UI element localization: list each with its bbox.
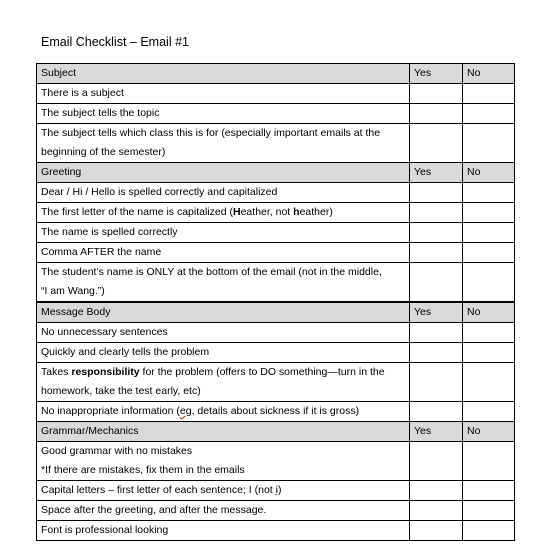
- no-column-label: No: [463, 163, 515, 183]
- criterion-text: The first letter of the name is capitalized (Heather, not heather): [37, 203, 410, 223]
- section-header-subject: [37, 64, 515, 84]
- checklist-row: [37, 84, 515, 104]
- checklist-row: [37, 501, 515, 521]
- criterion-text: Comma AFTER the name: [37, 243, 410, 263]
- yes-checkbox-cell[interactable]: [410, 183, 463, 203]
- criterion-text: There is a subject: [37, 84, 410, 104]
- criterion-text: Space after the greeting, and after the message.: [37, 501, 410, 521]
- checklist-row: [37, 481, 515, 501]
- no-checkbox-cell[interactable]: [463, 442, 515, 481]
- yes-checkbox-cell[interactable]: [410, 323, 463, 343]
- checklist-row: [37, 104, 515, 124]
- yes-column-label: Yes: [410, 302, 463, 323]
- checklist-row: [37, 402, 515, 422]
- criterion-text: No inappropriate information (eg, details about sickness if it is gross): [37, 402, 410, 422]
- section-title: Grammar/Mechanics: [37, 422, 410, 442]
- no-checkbox-cell[interactable]: [463, 521, 515, 541]
- section-header-grammar-mechanics: [37, 422, 515, 442]
- no-checkbox-cell[interactable]: [463, 481, 515, 501]
- yes-checkbox-cell[interactable]: [410, 402, 463, 422]
- yes-checkbox-cell[interactable]: [410, 343, 463, 363]
- no-column-label: No: [463, 422, 515, 442]
- section-header-greeting: [37, 163, 515, 183]
- no-checkbox-cell[interactable]: [463, 263, 515, 303]
- checklist-row: [37, 442, 515, 481]
- section-title: Message Body: [37, 302, 410, 323]
- criterion-text: Font is professional looking: [37, 521, 410, 541]
- yes-checkbox-cell[interactable]: [410, 442, 463, 481]
- document-title: Email Checklist – Email #1: [41, 35, 189, 49]
- criterion-text: Good grammar with no mistakes *If there are mistakes, fix them in the emails: [37, 442, 410, 481]
- criterion-text: Quickly and clearly tells the problem: [37, 343, 410, 363]
- yes-column-label: Yes: [410, 422, 463, 442]
- no-checkbox-cell[interactable]: [463, 363, 515, 402]
- criterion-text: The student’s name is ONLY at the bottom of the email (not in the middle, “I am Wang.”): [37, 263, 410, 303]
- yes-checkbox-cell[interactable]: [410, 84, 463, 104]
- checklist-row: [37, 363, 515, 402]
- no-checkbox-cell[interactable]: [463, 84, 515, 104]
- yes-checkbox-cell[interactable]: [410, 363, 463, 402]
- checklist-row: [37, 183, 515, 203]
- yes-checkbox-cell[interactable]: [410, 203, 463, 223]
- spellcheck-underline: eg: [179, 405, 192, 417]
- no-column-label: No: [463, 64, 515, 84]
- yes-checkbox-cell[interactable]: [410, 481, 463, 501]
- checklist-row: [37, 203, 515, 223]
- checklist-row: [37, 223, 515, 243]
- yes-checkbox-cell[interactable]: [410, 104, 463, 124]
- criterion-text: Dear / Hi / Hello is spelled correctly and capitalized: [37, 183, 410, 203]
- no-checkbox-cell[interactable]: [463, 343, 515, 363]
- checklist-row: [37, 243, 515, 263]
- no-checkbox-cell[interactable]: [463, 501, 515, 521]
- criterion-text: Takes responsibility for the problem (offers to DO something—turn in the homework, take the test early, etc): [37, 363, 410, 402]
- section-header-message-body: [37, 302, 515, 323]
- criterion-text: The subject tells the topic: [37, 104, 410, 124]
- no-checkbox-cell[interactable]: [463, 402, 515, 422]
- section-title: Greeting: [37, 163, 410, 183]
- no-checkbox-cell[interactable]: [463, 183, 515, 203]
- no-checkbox-cell[interactable]: [463, 243, 515, 263]
- no-checkbox-cell[interactable]: [463, 203, 515, 223]
- section-title: Subject: [37, 64, 410, 84]
- yes-checkbox-cell[interactable]: [410, 223, 463, 243]
- no-checkbox-cell[interactable]: [463, 223, 515, 243]
- yes-checkbox-cell[interactable]: [410, 243, 463, 263]
- checklist-row: [37, 343, 515, 363]
- checklist-row: [37, 521, 515, 541]
- yes-column-label: Yes: [410, 64, 463, 84]
- no-checkbox-cell[interactable]: [463, 323, 515, 343]
- checklist-row: [37, 323, 515, 343]
- yes-checkbox-cell[interactable]: [410, 521, 463, 541]
- yes-checkbox-cell[interactable]: [410, 263, 463, 303]
- yes-checkbox-cell[interactable]: [410, 501, 463, 521]
- grammar-underline: i: [275, 484, 278, 496]
- yes-column-label: Yes: [410, 163, 463, 183]
- checklist-row: [37, 124, 515, 163]
- yes-checkbox-cell[interactable]: [410, 124, 463, 163]
- criterion-text: No unnecessary sentences: [37, 323, 410, 343]
- checklist-row: [37, 263, 515, 303]
- no-checkbox-cell[interactable]: [463, 104, 515, 124]
- criterion-text: The name is spelled correctly: [37, 223, 410, 243]
- criterion-text: The subject tells which class this is for (especially important emails at the beginning of the semester): [37, 124, 410, 163]
- criterion-text: Capital letters – first letter of each sentence; I (not i): [37, 481, 410, 501]
- email-checklist-table: [36, 63, 515, 541]
- no-column-label: No: [463, 302, 515, 323]
- no-checkbox-cell[interactable]: [463, 124, 515, 163]
